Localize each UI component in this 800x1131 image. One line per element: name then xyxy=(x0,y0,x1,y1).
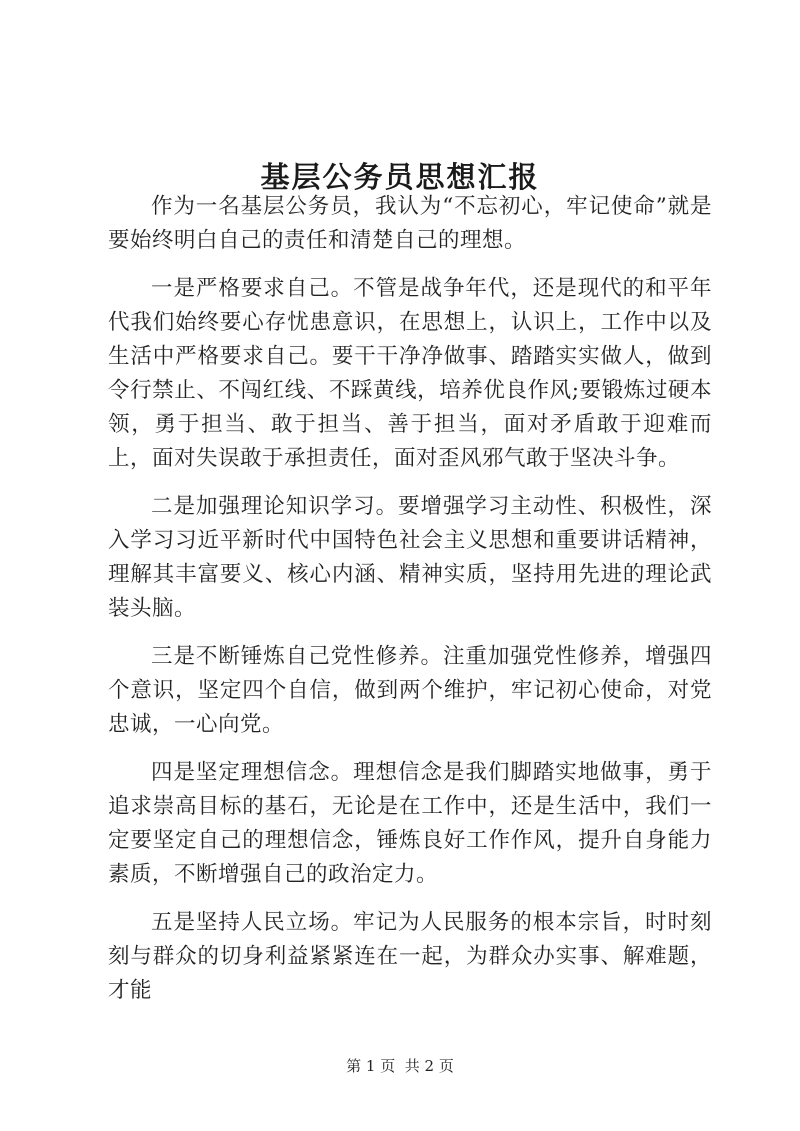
page-footer xyxy=(0,1056,800,1076)
document-body xyxy=(108,190,712,1022)
document-title: 基层公务员思想汇报 xyxy=(260,160,540,195)
paragraph-point-1: 一是严格要求自己。不管是战争年代，还是现代的和平年代我们始终要心存忧患意识，在思想上，认识上，工作中以及生活中严格要求自己。要干干净净做事、踏踏实实做人，做到令行禁止、不闯红线、不踩黄线，培养优良作风;要锻炼过硬本领，勇于担当、敢于担当、善于担当，面对矛盾敢于迎难而上，面对失误敢于承担责任，面对歪风邪气敢于坚决斗争。 xyxy=(108,276,712,471)
paragraph-point-5: 五是坚持人民立场。牢记为人民服务的根本宗旨，时时刻刻与群众的切身利益紧紧连在一起，为群众办实事、解难题，才能 xyxy=(108,910,712,1003)
paragraph-intro: 作为一名基层公务员，我认为“不忘初心，牢记使命”就是要始终明白自己的责任和清楚自己的理想。 xyxy=(108,194,712,253)
page-number: 第 1 页 共 2 页 xyxy=(346,1057,454,1075)
paragraph-point-3: 三是不断锤炼自己党性修养。注重加强党性修养，增强四个意识，坚定四个自信，做到两个维护，牢记初心使命，对党忠诚，一心向党。 xyxy=(108,644,712,737)
paragraph-point-2: 二是加强理论知识学习。要增强学习主动性、积极性，深入学习习近平新时代中国特色社会主义思想和重要讲话精神，理解其丰富要义、核心内涵、精神实质，坚持用先进的理论武装头脑。 xyxy=(108,494,712,621)
paragraph-point-4: 四是坚定理想信念。理想信念是我们脚踏实地做事，勇于追求崇高目标的基石，无论是在工作中，还是生活中，我们一定要坚定自己的理想信念，锤炼良好工作作风，提升自身能力素质，不断增强自己的政治定力。 xyxy=(108,760,712,887)
